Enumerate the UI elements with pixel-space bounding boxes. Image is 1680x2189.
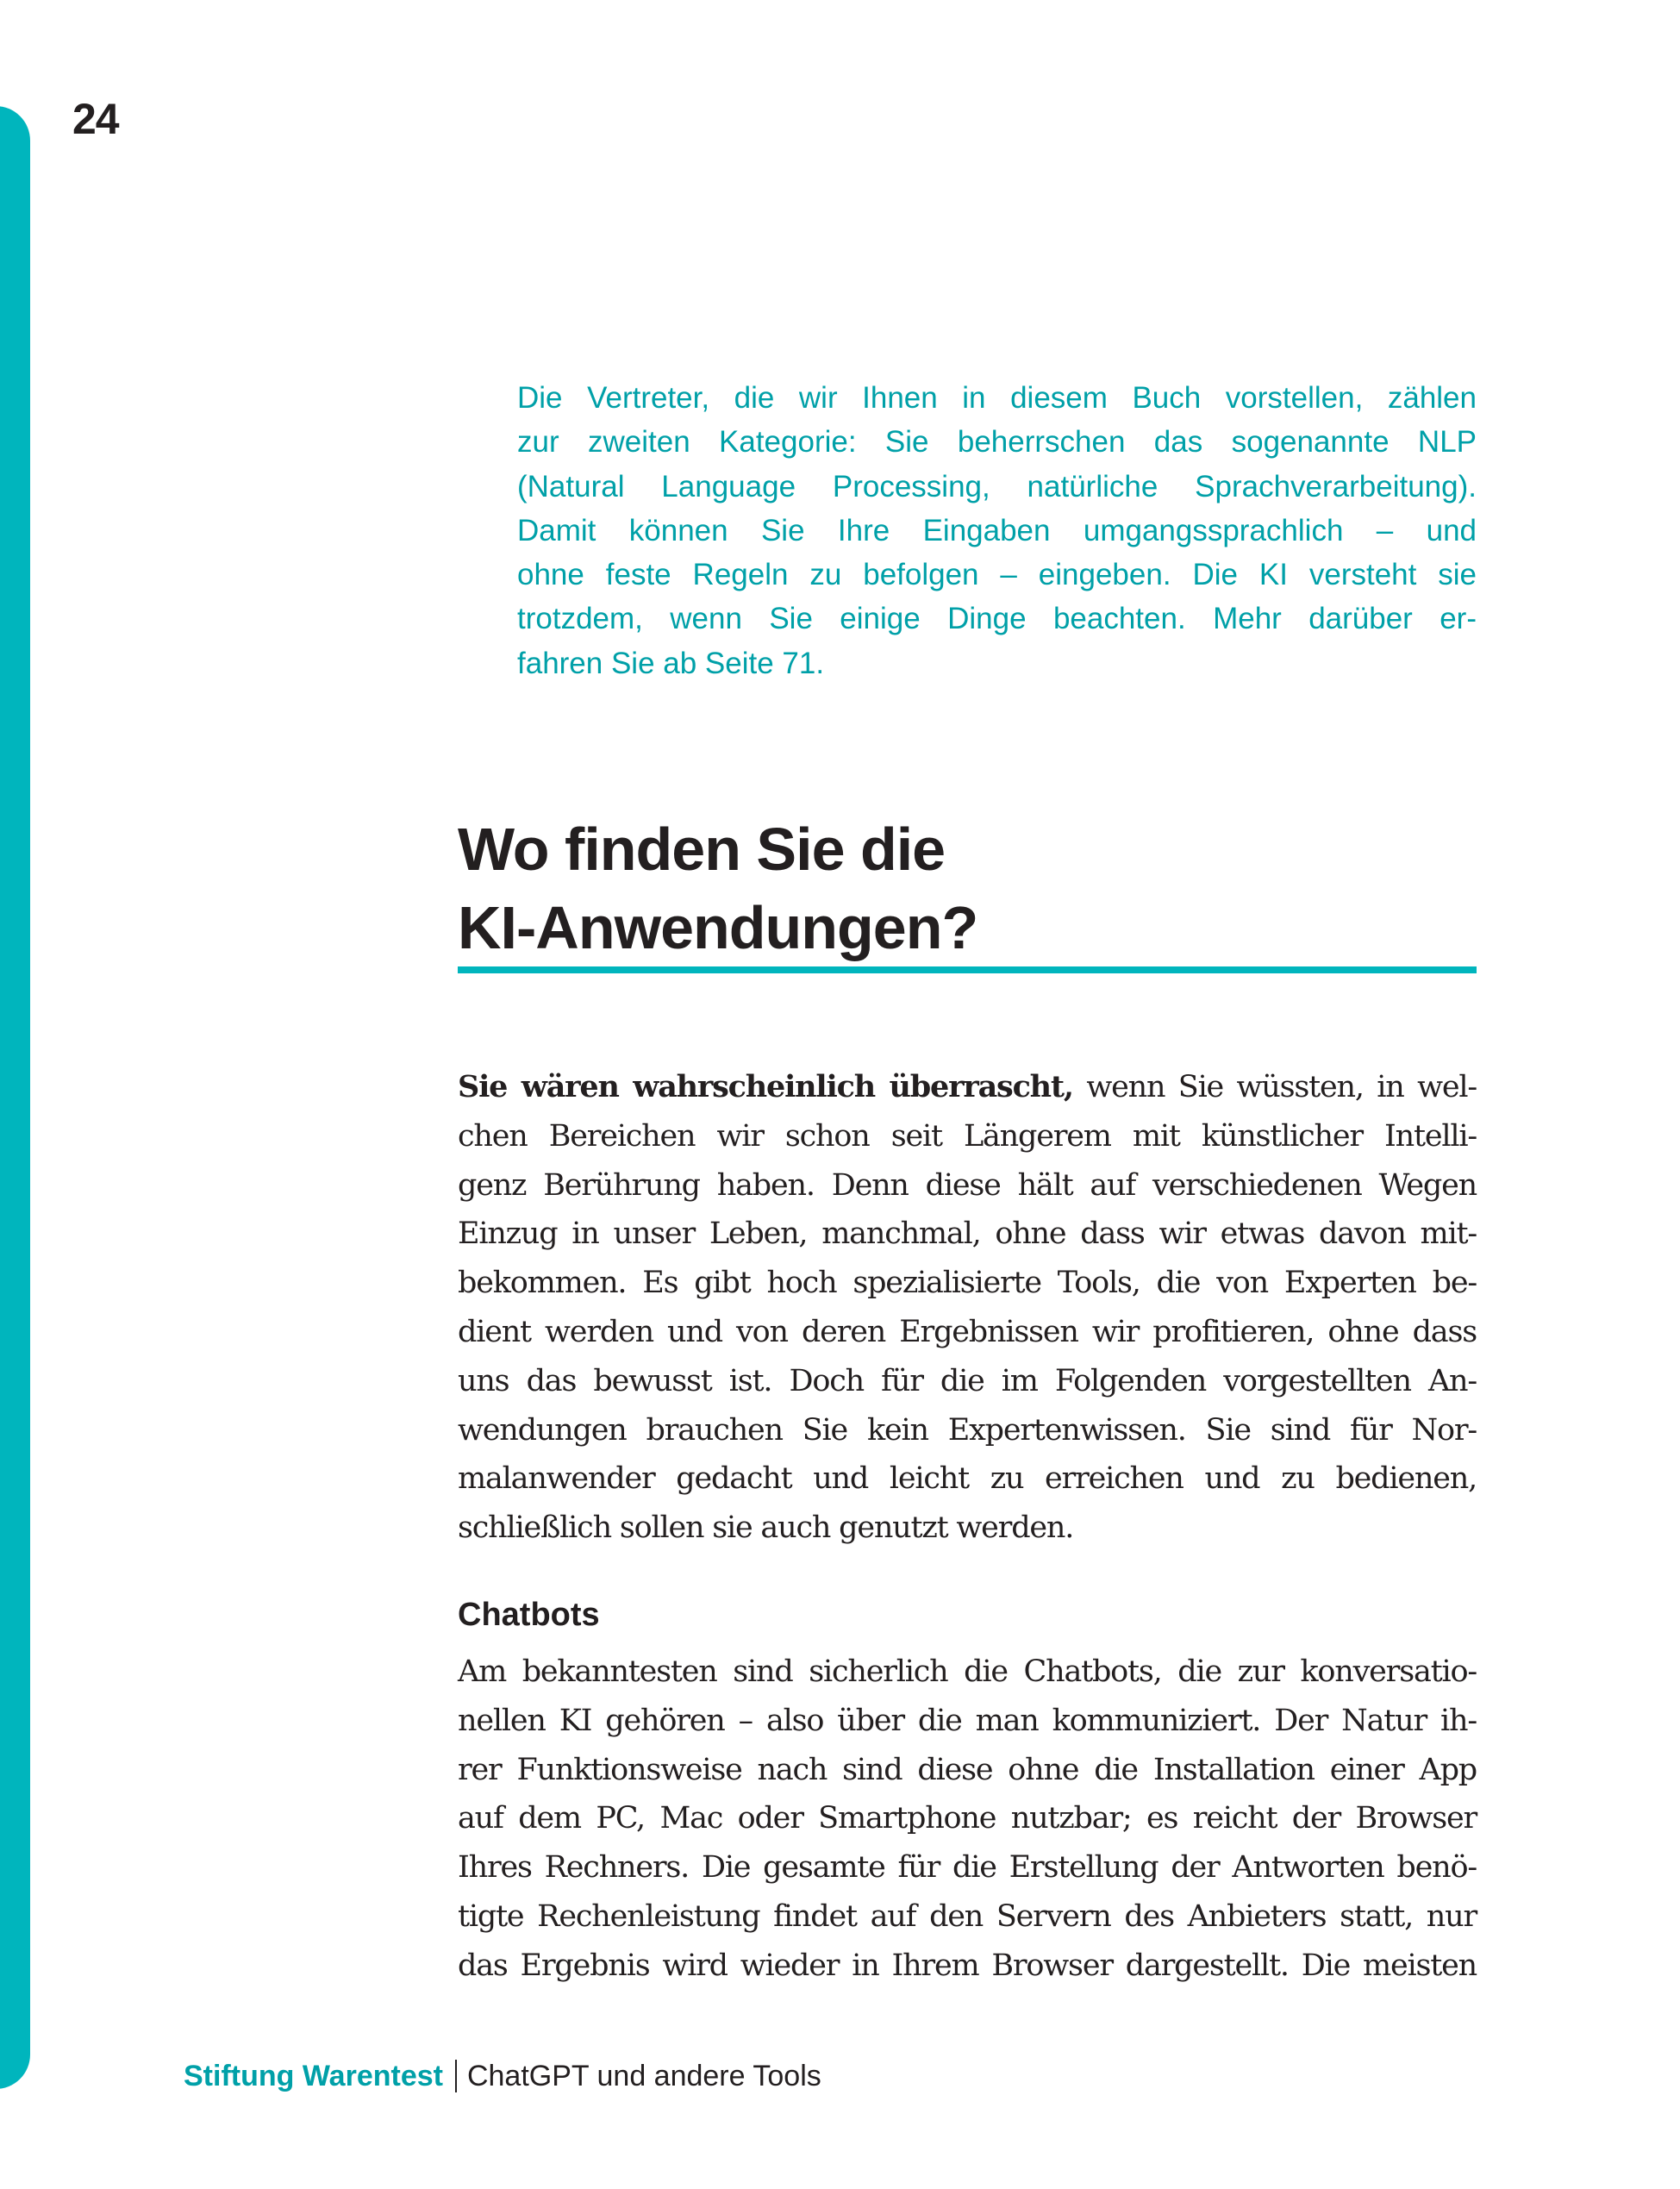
paragraph-line: Ihres Rechners. Die gesamte für die Erstellung der Antworten benö- <box>458 1850 1477 1886</box>
heading-underline <box>458 966 1477 973</box>
paragraph-line: Am bekanntesten sind sicherlich die Chatbots, die zur konversatio- <box>458 1654 1477 1689</box>
paragraph-line: genz Berührung haben. Denn diese hält auf verschiedenen Wegen <box>458 1167 1477 1203</box>
paragraph-line: chen Bereichen wir schon seit Längerem mit künstlicher Intelli- <box>458 1118 1477 1154</box>
paragraph-line: uns das bewusst ist. Doch für die im Folgenden vorgestellten An- <box>458 1363 1477 1398</box>
side-accent-bar <box>0 106 30 2089</box>
lead-in-text: Sie wären wahrscheinlich überrascht, <box>458 1069 1073 1104</box>
heading-line: KI-Anwendungen? <box>458 894 978 961</box>
footer-brand: Stiftung Warentest <box>184 2060 443 2092</box>
intro-line: ohne feste Regeln zu befolgen – eingeben. Die KI versteht sie <box>517 558 1477 592</box>
heading-line: Wo finden Sie die <box>458 816 946 883</box>
paragraph-line: tigte Rechenleistung findet auf den Servern des Anbieters statt, nur <box>458 1898 1477 1934</box>
intro-line: fahren Sie ab Seite 71. <box>517 646 825 680</box>
paragraph-line: auf dem PC, Mac oder Smartphone nutzbar; es reicht der Browser <box>458 1801 1477 1836</box>
paragraph-line: Einzug in unser Leben, manchmal, ohne dass wir etwas davon mit- <box>458 1216 1477 1252</box>
footer-separator <box>455 2060 457 2092</box>
paragraph-line <box>458 1063 1477 1112</box>
paragraph-line: malanwender gedacht und leicht zu erreichen und zu bedienen, <box>458 1461 1477 1497</box>
intro-line: Damit können Sie Ihre Eingaben umgangssprachlich – und <box>517 513 1477 547</box>
lead-line-rest: wenn Sie wüssten, in wel- <box>1072 1070 1477 1104</box>
footer-book-title: ChatGPT und andere Tools <box>466 2060 821 2092</box>
paragraph-line: das Ergebnis wird wieder in Ihrem Browser dargestellt. Die meisten <box>458 1948 1477 1983</box>
paragraph-line: wendungen brauchen Sie kein Expertenwissen. Sie sind für Nor- <box>458 1412 1477 1448</box>
page-footer <box>184 2057 821 2095</box>
paragraph-line: bekommen. Es gibt hoch spezialisierte Tools, die von Experten be- <box>458 1266 1477 1301</box>
paragraph-line: dient werden und von deren Ergebnissen wir profitieren, ohne dass <box>458 1314 1477 1349</box>
page-number: 24 <box>72 95 119 143</box>
intro-line: trotzdem, wenn Sie einige Dinge beachten. Mehr darüber er- <box>517 602 1477 636</box>
paragraph-chatbots <box>458 1648 1477 1991</box>
paragraph-line: rer Funktionsweise nach sind diese ohne die Installation einer App <box>458 1752 1477 1787</box>
paragraph-line: schließlich sollen sie auch genutzt werden. <box>458 1510 1074 1546</box>
intro-line: zur zweiten Kategorie: Sie beherrschen das sogenannte NLP <box>517 425 1477 460</box>
paragraph-line: nellen KI gehören – also über die man kommuniziert. Der Natur ih- <box>458 1703 1477 1738</box>
intro-line: (Natural Language Processing, natürliche Sprachverarbeitung). <box>517 469 1477 503</box>
section-heading <box>458 810 1477 967</box>
intro-box <box>517 376 1477 685</box>
intro-line: Die Vertreter, die wir Ihnen in diesem Buch vorstellen, zählen <box>517 381 1477 415</box>
subheading-chatbots: Chatbots <box>458 1597 600 1633</box>
paragraph-intro <box>458 1063 1477 1553</box>
